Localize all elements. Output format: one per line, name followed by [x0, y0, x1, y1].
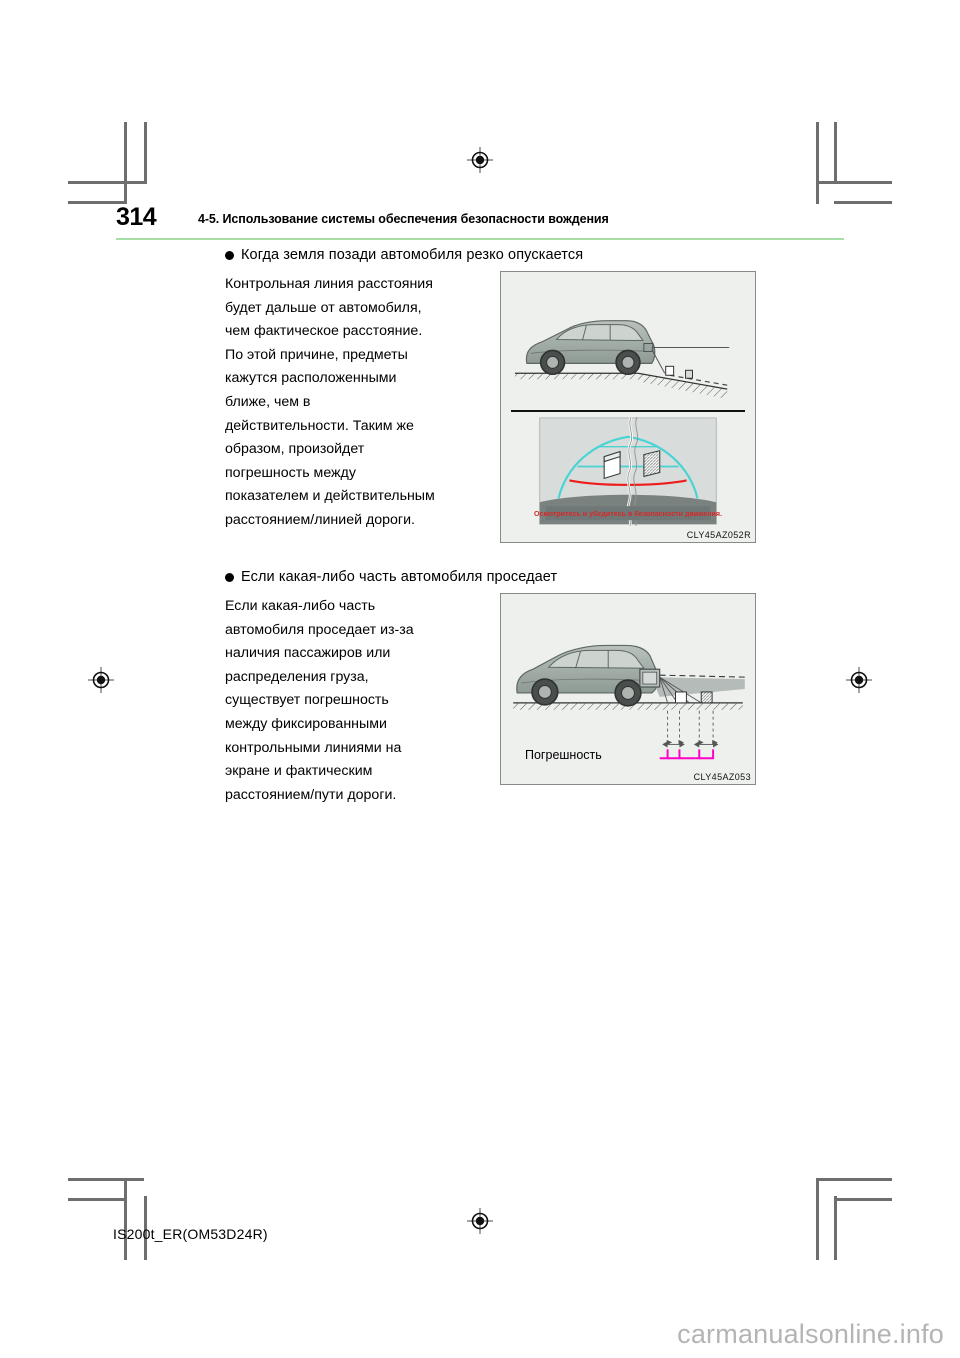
crop-mark-bottom-right-h2: [834, 1198, 892, 1201]
camera-warning-text: Осмотритесь и убедитесь в безопасности движения.: [533, 510, 723, 519]
figure-2: [500, 593, 756, 785]
para-line: расстоянием/пути дороги.: [225, 786, 397, 803]
para-line: образом, произойдет: [225, 441, 365, 458]
para-line: будет дальше от автомобиля,: [225, 299, 422, 316]
crop-mark-bottom-right-v2: [834, 1196, 837, 1260]
section-bullet-label-2: Если какая-либо часть автомобиля проседает: [241, 569, 558, 585]
figure-2-error-label: Погрешность: [525, 748, 602, 762]
para-line: существует погрешность: [225, 692, 389, 709]
crop-mark-top-left-h1: [68, 181, 144, 184]
para-line: чем фактическое расстояние.: [225, 323, 423, 340]
crop-mark-top-right-v2: [834, 122, 837, 184]
bullet-dot-icon: [225, 573, 234, 582]
section-paragraph-1: [225, 271, 487, 533]
para-line: расстоянием/линией дороги.: [225, 511, 415, 528]
para-line: Если какая-либо часть: [225, 598, 376, 614]
registration-target-right: [846, 667, 872, 693]
page-number: 314: [116, 203, 157, 231]
figure-2-wrapper: [500, 593, 756, 785]
para-line: действительности. Таким же: [225, 417, 414, 434]
para-line: распределения груза,: [225, 668, 369, 685]
figure-1: [500, 271, 756, 543]
figure-2-caption: CLY45AZ053: [693, 772, 751, 782]
header-rule: [116, 238, 844, 240]
crop-mark-top-right-h2: [834, 201, 892, 204]
crop-mark-top-right-v1: [816, 122, 819, 204]
para-line: кажутся расположенными: [225, 370, 397, 387]
section-title: 4-5. Использование системы обеспечения безопасности вождения: [198, 212, 609, 226]
para-line: контрольными линиями на: [225, 739, 402, 756]
registration-target-bottom: [467, 1208, 493, 1234]
page-header: [116, 205, 844, 245]
para-line: наличия пассажиров или: [225, 645, 391, 662]
site-watermark: carmanualsonline.info: [677, 1319, 944, 1349]
para-line: показателем и действительным: [225, 488, 435, 505]
registration-target-top: [467, 147, 493, 173]
para-line: Контрольная линия расстояния: [225, 276, 433, 292]
para-line: экране и фактическим: [225, 763, 373, 780]
page-content: [116, 245, 844, 807]
para-line: ближе, чем в: [225, 393, 311, 410]
section-bullet-label-1: Когда земля позади автомобиля резко опускается: [241, 247, 584, 263]
para-line: между фиксированными: [225, 715, 387, 732]
crop-mark-top-left-v1: [124, 122, 127, 204]
section-body-1: [225, 271, 844, 543]
para-line: По этой причине, предметы: [225, 346, 408, 363]
figure-1-caption: CLY45AZ052R: [686, 530, 751, 540]
crop-mark-bottom-right-h1: [816, 1178, 892, 1181]
section-heading-2: [225, 567, 844, 587]
para-line: автомобиля проседает из-за: [225, 621, 414, 638]
crop-mark-top-left-v2: [144, 122, 147, 184]
bullet-dot-icon: [225, 251, 234, 260]
section-heading-1: [225, 245, 844, 265]
registration-target-left: [88, 667, 114, 693]
crop-mark-bottom-left-v1: [124, 1178, 127, 1260]
section-paragraph-2: [225, 593, 487, 807]
section-body-2: [225, 593, 844, 807]
figure-1-wrapper: [500, 271, 756, 543]
crop-mark-bottom-left-h2: [68, 1198, 126, 1201]
crop-mark-top-right-h1: [816, 181, 892, 184]
footer-document-code: IS200t_ER(OM53D24R): [113, 1226, 268, 1242]
crop-mark-bottom-left-h1: [68, 1178, 144, 1181]
para-line: погрешность между: [225, 464, 356, 481]
figure-1-panel-camera-view: [501, 272, 755, 542]
crop-mark-bottom-right-v1: [816, 1178, 819, 1260]
